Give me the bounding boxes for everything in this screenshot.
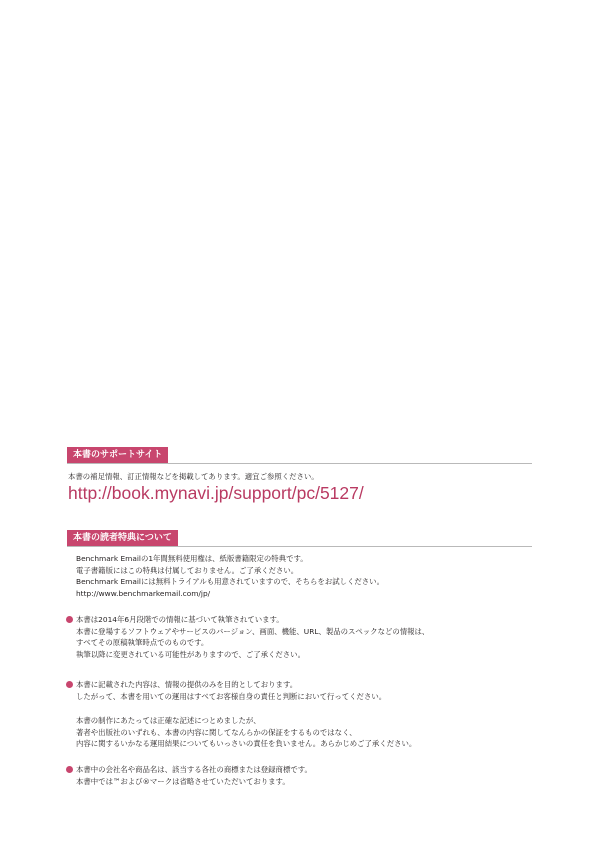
note-item	[66, 614, 429, 660]
note-item	[66, 679, 386, 702]
note-line: 内容に関するいかなる運用結果についてもいっさいの責任を負いません。あらかじめご了承ください。	[76, 739, 417, 748]
benchmark-url-link[interactable]: http://www.benchmarkemail.com/jp/	[76, 588, 211, 598]
note-line: 本書の制作にあたっては正確な記述につとめましたが、	[76, 716, 261, 725]
reader-bonus-line: 電子書籍版にはこの特典は付属しておりません。ご了承ください。	[76, 565, 299, 575]
bullet-icon	[66, 681, 73, 688]
reader-bonus-heading: 本書の読者特典について	[67, 530, 178, 546]
reader-bonus-body	[76, 553, 384, 599]
support-site-description: 本書の補足情報、訂正情報などを掲載してあります。適宜ご参照ください。	[68, 472, 319, 481]
note-line: 執筆以降に変更されている可能性がありますので、ご了承ください。	[76, 649, 305, 659]
note-item	[66, 764, 312, 787]
note-line: 本書に登場するソフトウェアやサービスのバージョン、画面、機能、URL、製品のスペックなどの情報は、	[76, 626, 430, 636]
note-line: したがって、本書を用いての運用はすべてお客様自身の責任と判断において行ってください。	[76, 691, 387, 701]
reader-bonus-line: Benchmark Emailには無料トライアルも用意されていますので、そちらをお試しください。	[76, 577, 384, 586]
support-site-url[interactable]: http://book.mynavi.jp/support/pc/5127/	[68, 483, 364, 503]
bullet-icon	[66, 616, 73, 623]
note-line: 本書は2014年6月段階での情報に基づいて執筆されています。	[76, 615, 284, 624]
note-line: 本書中の会社名や商品名は、該当する各社の商標または登録商標です。	[76, 765, 312, 774]
reader-bonus-divider	[67, 546, 532, 547]
support-site-heading: 本書のサポートサイト	[67, 447, 168, 463]
reader-bonus-line: Benchmark Emailの1年間無料使用権は、紙版書籍限定の特典です。	[76, 554, 308, 563]
note-line: 本書に記載された内容は、情報の提供のみを目的としております。	[76, 680, 298, 689]
note-line: 本書中では™および®マークは省略させていただいております。	[76, 776, 290, 786]
note-line: 著者や出版社のいずれも、本書の内容に関してなんらかの保証をするものではなく、	[76, 727, 357, 737]
note-item	[66, 715, 416, 750]
support-site-divider	[67, 463, 532, 464]
bullet-icon	[66, 766, 73, 773]
note-line: すべてその原稿執筆時点でのものです。	[76, 638, 209, 647]
